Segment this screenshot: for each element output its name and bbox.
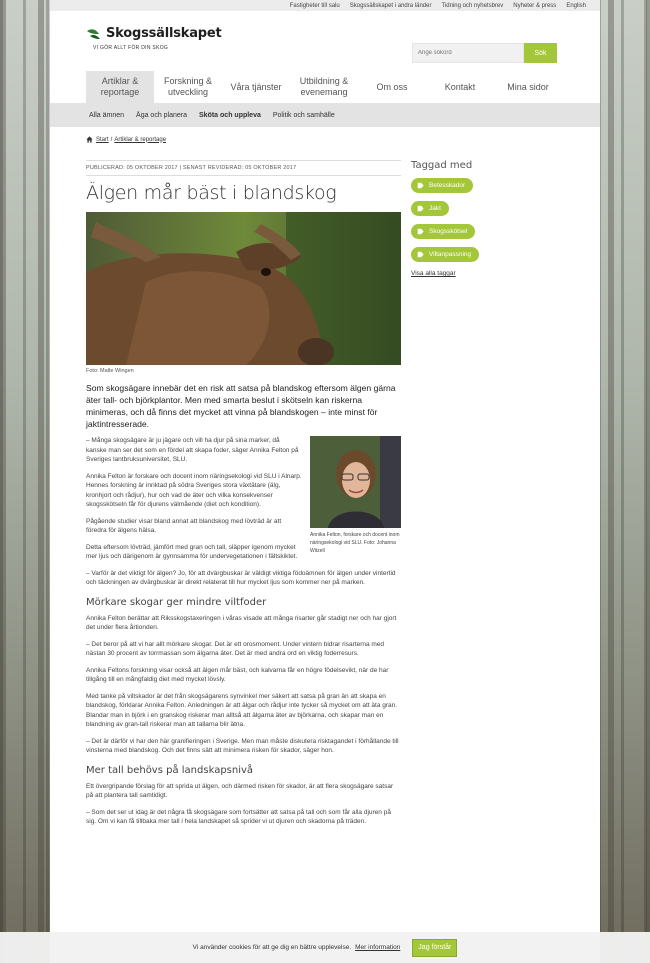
tag-icon <box>417 205 424 212</box>
subnav-item-alla[interactable]: Alla ämnen <box>89 111 125 119</box>
site-header <box>50 11 600 71</box>
nav-item-tjanster[interactable]: Våra tjänster <box>230 81 282 92</box>
tag-icon <box>417 228 424 235</box>
logo-name: Skogssällskapet <box>106 26 222 41</box>
utility-link-tidning[interactable]: Tidning och nyhetsbrev <box>441 2 504 9</box>
article-lead: Som skogsägare innebär det en risk att satsa på blandskog eftersom älgen gärna äter tall- och björkplantor. Men med smarta beslut i skötseln kan riskerna minimeras, och då finns det mycket att vinna på blandskogen – inte minst för jaktintresserade. <box>86 383 396 429</box>
hero-caption: Foto: Malte Wingen <box>86 368 134 374</box>
tag-betesskador[interactable] <box>411 178 473 193</box>
portrait-figure <box>310 436 401 555</box>
portrait-caption: Annika Felton, forskare och docent inom näringsekologi vid SLU. Foto: Johanna Witzell <box>310 532 400 554</box>
article-paragraph: Annika Felton berättar att Riksskogstaxeringen i våras visade att många risarter går stadigt ner och har gjort det under flera årtionden. <box>86 614 397 631</box>
subnav-item-aga[interactable]: Äga och planera <box>136 111 188 119</box>
utility-link-nyheter[interactable]: Nyheter & press <box>513 2 557 9</box>
article-meta: PUBLICERAD: 05 OKTOBER 2017 | SENAST REVIDERAD: 05 OKTOBER 2017 <box>86 160 401 176</box>
portrait-photo <box>310 436 401 528</box>
tag-jakt[interactable] <box>411 201 449 216</box>
tag-viltanpassning[interactable] <box>411 247 479 262</box>
moose-photo <box>86 212 401 365</box>
subnav-item-skota[interactable]: Sköta och uppleva <box>199 111 261 119</box>
section-heading-morkare: Mörkare skogar ger mindre viltfoder <box>86 596 267 608</box>
article-paragraph: Ett övergripande förslag för att sprida ut älgen, och därmed risken för skador, är att flera skogsägare satsar på att plantera tall samtidigt. <box>86 782 394 799</box>
main-nav <box>86 71 564 103</box>
cookie-text: Vi använder cookies för att ge dig en bättre upplevelse. <box>192 944 352 951</box>
tag-label: Betesskador <box>429 182 466 189</box>
cookie-banner <box>0 932 650 963</box>
search-button[interactable]: Sök <box>524 43 557 63</box>
cookie-accept-button[interactable]: Jag förstår <box>412 939 457 957</box>
breadcrumb-start[interactable]: Start <box>96 136 109 143</box>
nav-item-om-oss[interactable]: Om oss <box>376 81 408 92</box>
article-paragraph: – Det beror på att vi har allt mörkare skogar. Det är ett orosmoment. Under vintern bidrar risarterna med nästan 30 procent av torrmassan som älgarna äter. Det är med andra ord en viktig foderresurs. <box>86 640 385 657</box>
article-paragraph: Annika Felton är forskare och docent inom näringsekologi vid SLU i Alnarp. Hennes forskning är inriktad på södra Sveriges stora växtätare (älg, kronhjort och rådjur), hur och vad de äter och vilka konsekvenser skogsskötseln får för djurens välmående (diet och kondition). <box>86 472 302 508</box>
tag-icon <box>417 182 424 189</box>
utility-link-english[interactable]: English <box>566 2 586 9</box>
article-paragraph: – Många skogsägare är ju jägare och vill ha djur på sina marker, då kanske man ser det som en fördel att skapa foder, säger Annika Felton på Sveriges lantbruksuniversitet, SLU. <box>86 437 299 463</box>
breadcrumb-separator: / <box>110 136 113 143</box>
article-paragraph: Med tanke på viltskador är det från skogsägarens synvinkel mer säkert att satsa på gran än att skapa en blandskog, förklarar Annika Felton. Anledningen är att älgar och rådjur inte tycker så mycket om att äta gran. Blandar man in björk i en granskog riskerar man alltså att älgarna äter av björkarna, och skapar man en blandning av gran-tall riskerar man att tallarna blir ätna. <box>86 692 398 728</box>
article-title: Älgen mår bäst i blandskog <box>86 182 337 204</box>
tag-skogsskotsel[interactable] <box>411 224 475 239</box>
article-paragraph: – Det är därför vi har den här granifieringen i Sverige. Men man måste diskutera risktagandet i förhållande till vinsterna med blandskog. Och det finns sätt att minimera risken för skador, säger hon. <box>86 737 399 754</box>
article-paragraph: Annika Feltons forskning visar också att älgen mår bäst, och kalvarna får en högre födelsevikt, när de har tillgång till en mångfaldig diet med mycket lövsly. <box>86 666 389 683</box>
tag-list <box>411 176 561 268</box>
nav-item-kontakt[interactable]: Kontakt <box>444 81 476 92</box>
article-paragraph: Pågående studier visar bland annat att blandskog med lövträd är att föredra för älgens hälsa. <box>86 517 282 534</box>
all-tags-link[interactable]: Visa alla taggar <box>411 270 456 277</box>
tags-heading: Taggad med <box>411 160 473 171</box>
utility-link-fastigheter[interactable]: Fastigheter till salu <box>289 2 340 9</box>
tag-label: Skogsskötsel <box>429 228 468 235</box>
hero-image-moose <box>86 212 401 365</box>
article-paragraph: – Varför är det viktigt för älgen? Jo, för att dvärgbuskar är väldigt viktiga födoämnen för älgen under vintertid och täckningen av dvärgbuskar är direkt relaterat till hur mycket ljus som kommer ner på marken. <box>86 569 396 586</box>
breadcrumb-current[interactable]: Artiklar & reportage <box>114 136 167 143</box>
article-paragraph: – Som det ser ut idag är det några få skogsägare som fortsätter att satsa på tall och som får alla djuren på sig. Om vi kan få tillbaka mer tall i hela landskapet så sprider vi ut djuren och skadorna på träden. <box>86 808 391 825</box>
subnav-item-politik[interactable]: Politik och samhälle <box>272 111 335 119</box>
nav-item-mina-sidor[interactable]: Mina sidor <box>507 81 549 92</box>
article-body <box>86 436 401 827</box>
section-heading-mer-tall: Mer tall behövs på landskapsnivå <box>86 764 254 776</box>
tag-icon <box>417 251 424 258</box>
tag-label: Jakt <box>429 205 441 212</box>
nav-item-utbildning[interactable]: Utbildning & evenemang <box>299 76 349 97</box>
search-input[interactable] <box>412 43 524 63</box>
sub-nav <box>50 103 600 127</box>
tag-label: Viltanpassning <box>429 251 472 258</box>
nav-item-forskning[interactable]: Forskning & utveckling <box>163 76 213 97</box>
article <box>86 160 401 834</box>
sidebar-tags <box>411 160 561 277</box>
logo-tagline: VI GÖR ALLT FÖR DIN SKOG <box>93 45 169 51</box>
article-paragraph: Detta eftersom lövträd, jämfört med gran och tall, släpper igenom mycket mer ljus och därigenom är gynnsamma för undervegetationen i fältskiktet. <box>86 543 298 560</box>
breadcrumb <box>86 136 166 143</box>
leaf-logo-icon <box>86 28 102 42</box>
page-container <box>50 0 600 963</box>
home-icon <box>86 136 93 143</box>
cookie-more-info-link[interactable]: Mer information <box>355 944 401 951</box>
nav-item-artiklar[interactable]: Artiklar & reportage <box>86 71 154 103</box>
utility-bar <box>50 0 600 11</box>
utility-link-andra-lander[interactable]: Skogssällskapet i andra länder <box>349 2 432 9</box>
search-form <box>412 43 557 63</box>
